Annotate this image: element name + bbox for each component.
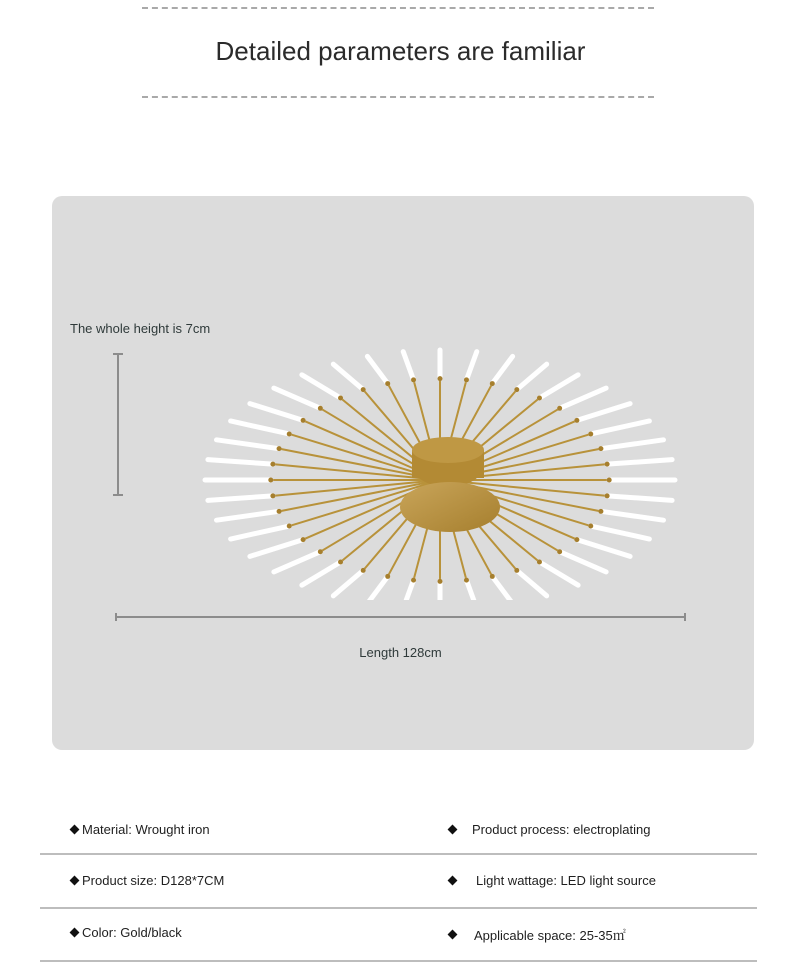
top-dashed-divider	[142, 7, 654, 9]
spec-size	[71, 873, 224, 888]
height-label: The whole height is 7cm	[70, 321, 211, 336]
spec-label: Color: Gold/black	[82, 925, 182, 940]
page-title: Detailed parameters are familiar	[215, 36, 586, 66]
spec-label: Applicable space: 25-35㎡	[474, 928, 626, 943]
diamond-bullet-icon	[70, 876, 80, 886]
spec-color	[71, 925, 182, 940]
spec-divider	[40, 907, 757, 909]
diamond-bullet-icon	[448, 825, 458, 835]
spec-material	[71, 822, 210, 837]
diamond-bullet-icon	[448, 930, 458, 940]
diamond-bullet-icon	[70, 825, 80, 835]
spec-space	[449, 925, 626, 944]
spec-label: Product process: electroplating	[472, 822, 651, 837]
spec-wattage	[449, 873, 656, 888]
spec-label: Light wattage: LED light source	[476, 873, 656, 888]
chandelier-image	[140, 300, 680, 600]
diamond-bullet-icon	[70, 928, 80, 938]
length-label: Length 128cm	[359, 645, 442, 660]
bottom-dashed-divider	[142, 96, 654, 98]
spec-divider	[40, 853, 757, 855]
spec-label: Material: Wrought iron	[82, 822, 210, 837]
length-dimension-line	[115, 616, 686, 618]
diamond-bullet-icon	[448, 876, 458, 886]
spec-divider	[40, 960, 757, 962]
spec-label: Product size: D128*7CM	[82, 873, 225, 888]
height-dimension-line	[117, 353, 119, 496]
spec-process	[449, 822, 650, 837]
